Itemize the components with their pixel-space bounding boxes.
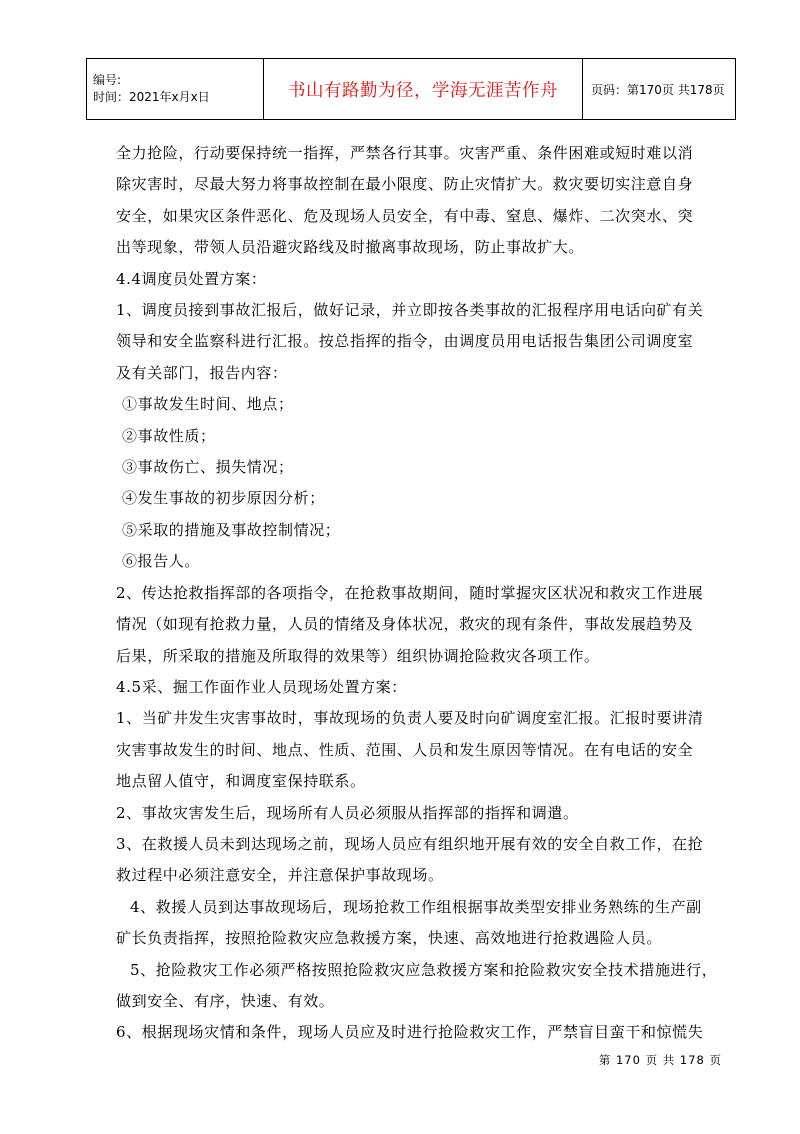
paragraph-line: 安全，如果灾区条件恶化、危及现场人员安全，有中毒、窒息、爆炸、二次突水、突 (116, 206, 694, 225)
header-motto: 书山有路勤为径，学海无涯苦作舟 (264, 59, 583, 120)
document-number-label: 编号: (93, 73, 122, 87)
section-heading: 4.5采、掘工作面作业人员现场处置方案： (116, 677, 407, 696)
section-heading: 4.4调度员处置方案： (116, 269, 267, 288)
list-item: ①事故发生时间、地点； (122, 395, 294, 414)
header-meta (87, 59, 264, 120)
list-item: ④发生事故的初步原因分析； (122, 489, 325, 508)
list-item: ⑤采取的措施及事故控制情况； (122, 520, 341, 539)
paragraph-line: 灾害事故发生的时间、地点、性质、范围、人员和发生原因等情况。在有电话的安全 (116, 740, 694, 759)
paragraph-line: 及有关部门，报告内容： (116, 363, 288, 382)
paragraph-line: 除灾害时，尽最大努力将事故控制在最小限度、防止灾情扩大。救灾要切实注意自身 (116, 175, 694, 194)
paragraph-line: 矿长负责指挥，按照抢险救灾应急救援方案，快速、高效地进行抢救遇险人员。 (116, 929, 663, 948)
paragraph-line: 5、抢险救灾工作必须严格按照抢险救灾应急救援方案和抢险救灾安全技术措施进行， (130, 960, 718, 979)
header-page-info: 页码：第170页 共178页 (583, 59, 736, 120)
paragraph-line: 出等现象，带领人员沿避灾路线及时撤离事故现场，防止事故扩大。 (116, 238, 585, 257)
list-item: ③事故伤亡、损失情况； (122, 458, 294, 477)
paragraph-line: 地点留人值守，和调度室保持联系。 (116, 772, 366, 791)
paragraph-line: 2、事故灾害发生后，现场所有人员必须服从指挥部的指挥和调遣。 (116, 803, 579, 822)
paragraph-line: 救过程中必须注意安全，并注意保护事故现场。 (116, 866, 444, 885)
paragraph-line: 3、在救援人员未到达现场之前，现场人员应有组织地开展有效的安全自救工作，在抢 (116, 834, 704, 853)
page-footer: 第 170 页 共 178 页 (598, 1053, 722, 1067)
document-body (116, 138, 726, 1049)
document-date: 时间：2021年x月x日 (93, 90, 210, 104)
paragraph-line: 1、调度员接到事故汇报后，做好记录，并立即按各类事故的汇报程序用电话向矿有关 (116, 301, 704, 320)
paragraph-line: 2、传达抢救指挥部的各项指令，在抢救事故期间，随时掌握灾区状况和救灾工作进展 (116, 583, 704, 602)
paragraph-line: 1、当矿井发生灾害事故时，事故现场的负责人要及时向矿调度室汇报。汇报时要讲清 (116, 709, 704, 728)
header-table (86, 58, 736, 120)
paragraph-line: 4、救援人员到达事故现场后，现场抢救工作组根据事故类型安排业务熟练的生产副 (130, 897, 702, 916)
paragraph-line: 领导和安全监察科进行汇报。按总指挥的指令，由调度员用电话报告集团公司调度室 (116, 332, 694, 351)
list-item: ②事故性质； (122, 426, 216, 445)
paragraph-line: 后果，所采取的措施及所取得的效果等）组织协调抢险救灾各项工作。 (116, 646, 600, 665)
paragraph-line: 6、根据现场灾情和条件，现场人员应及时进行抢险救灾工作，严禁盲目蛮干和惊慌失 (116, 1023, 704, 1042)
list-item: ⑥报告人。 (122, 552, 201, 571)
paragraph-line: 做到安全、有序，快速、有效。 (116, 991, 335, 1010)
paragraph-line: 全力抢险，行动要保持统一指挥，严禁各行其事。灾害严重、条件困难或短时难以消 (116, 144, 694, 162)
paragraph-line: 情况（如现有抢救力量，人员的情绪及身体状况，救灾的现有条件，事故发展趋势及 (116, 615, 694, 634)
